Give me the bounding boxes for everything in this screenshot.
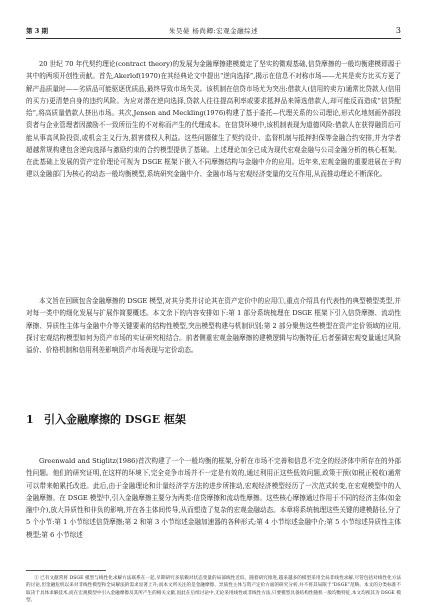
running-title: 朱昊晏 杨尚卿:宏观金融综述 (168, 27, 259, 35)
issue-label: 第 3 期 (26, 27, 49, 35)
section-heading (26, 410, 186, 430)
running-header (26, 24, 401, 39)
section-number: 1 (26, 413, 34, 426)
body-paragraph: 20 世纪 70 年代契约理论(contract theory)的发展为金融摩擦建模奠定了坚实的微观基础,信贷摩擦的一般均衡建模即源于其中的两项开创性贡献。首先,Akerlof(1970)在其经典论文中提出“逆向选择”,揭示在信息不对称市场——尤其是卖方比买方更了解产品质量时——劣质品可能驱逐优质品,最终导致市场失灵。该机制在信贷市场尤为突出:借款人(信用的卖方)通常比贷款人(信用的买方)更清楚自身的违约风险。为应对潜在逆向选择,贷款人往往提高利率或要求抵押品来筛选借款人,却可能反而造成“信贷配给”,将高质量借款人挤出市场。其次,Jensen and Meckling(1976)构建了基于委托—代理关系的公司理论,形式化地刻画外部投资者与企业管理者因激励不一致所衍生的不对称而产生的代理成本。在信贷环境中,该机制表现为道德风险:借款人在获得融资后可能从事高风险投资,或机会主义行为,损害债权人利益。这些问题催生了契约设计、监督机制与抵押担保等金融合约安排,并为学者超越常规构建包含逆向选择与激励约束的合约模型提供了基础。上述理论加全已成为现代宏观金融与公司金融分析的核心框架。在此基础上发展的资产定价理论可视为 DSGE 框架下嵌入不同摩擦结构与金融中介的应用。近年来,宏观金融的重要进展在于构建以金融部门为核心的动态一般均衡模型,系统研究金融中介、金融市场与宏观经济变量的交互作用,从而推动理论不断深化。 (26, 60, 401, 179)
body-paragraph: Greenwald and Stiglitz(1986)首次构建了一个一般均衡的框架,分析在市场不完善和信息不完全的经济体中所存在的外部性问题。他们的研究证明,在这样的环境下,完全竞争市场并不一定是有效的,通过利用正这些低效问题,政策干预(如税正税收)通常可以带来帕累托改进。此后,由于金融理论和计量经济学方法的进步所推动,宏观经济模型经历了一次范式转变,在宏观模型中的人金融摩擦。在 DSGE 模型中,引入金融摩擦主要分为两类:信贷摩擦和流动性摩擦。这些核心摩擦通过作用于不同的经济主体(如金融中介),放大异质性和非负的影响,并在各主体间传导,从而塑造了复杂的宏观金融动态。本章将系统梳理这些关键的建模路径,分了 5 个小节:第 1 小节综述信贷摩擦;第 2 和第 3 小节综述金融加速器的各种形式;第 4 小节综述金融中介;第 5 小节综述异质性主体模型;第 6 小节综述 (26, 457, 401, 539)
page-number: 3 (395, 26, 401, 35)
body-paragraph: 本文旨在回顾包含金融摩擦的 DSGE 模型,对其分类并讨论其在资产定价中的应用①,重点介绍具有代表性的典型模型类型,并对每一类中的细化发展与扩展作简要概述。本文余下的内容安排如下:第 1 部分系统梳理在 DSGE 框架下引入信贷摩擦、流动性摩擦、异质性主体与金融中介等关键要素的结构性模型,突出模型构建与机制识别;第 2 部分聚焦这些模型在资产定价领域的应用,探讨宏观结构模型如何为资产市场的实证研究相结合。前者侧重宏观金融摩擦的建模逻辑与均衡特征,后者强调宏观变量通过风险溢价、价格机制和信用利差影响资产市场表现与定价动态。 (26, 297, 401, 354)
footnote-divider (26, 570, 106, 571)
section-title: 引入金融摩擦的 DSGE 框架 (44, 413, 186, 426)
footnote: ① 已有文献常将 DSGE 模型与线性化求解方法联系在一起,早期研究多依赖对状态变量的局部线性近似。随着研究推进,越来越多的模型采用全局非线性求解,尽管包括对线性化方法的讨论,但金融危机以来对非线性模型和全局解法的需求显著上升;而本文所关注的是金融摩擦、异质性主体与资产定价方面的研究分析,并不将其局限于“DSGE”范畴。本文的分类标准不取决于具体求解技术,而在宏观模型中引入金融摩擦及其所产生的相关文献,因此在后续讨论中,无论采用线性或非线性方法,只要模型具备结构性随机一般均衡特征,本文均视其为 DSGE 模型。 (26, 576, 401, 604)
